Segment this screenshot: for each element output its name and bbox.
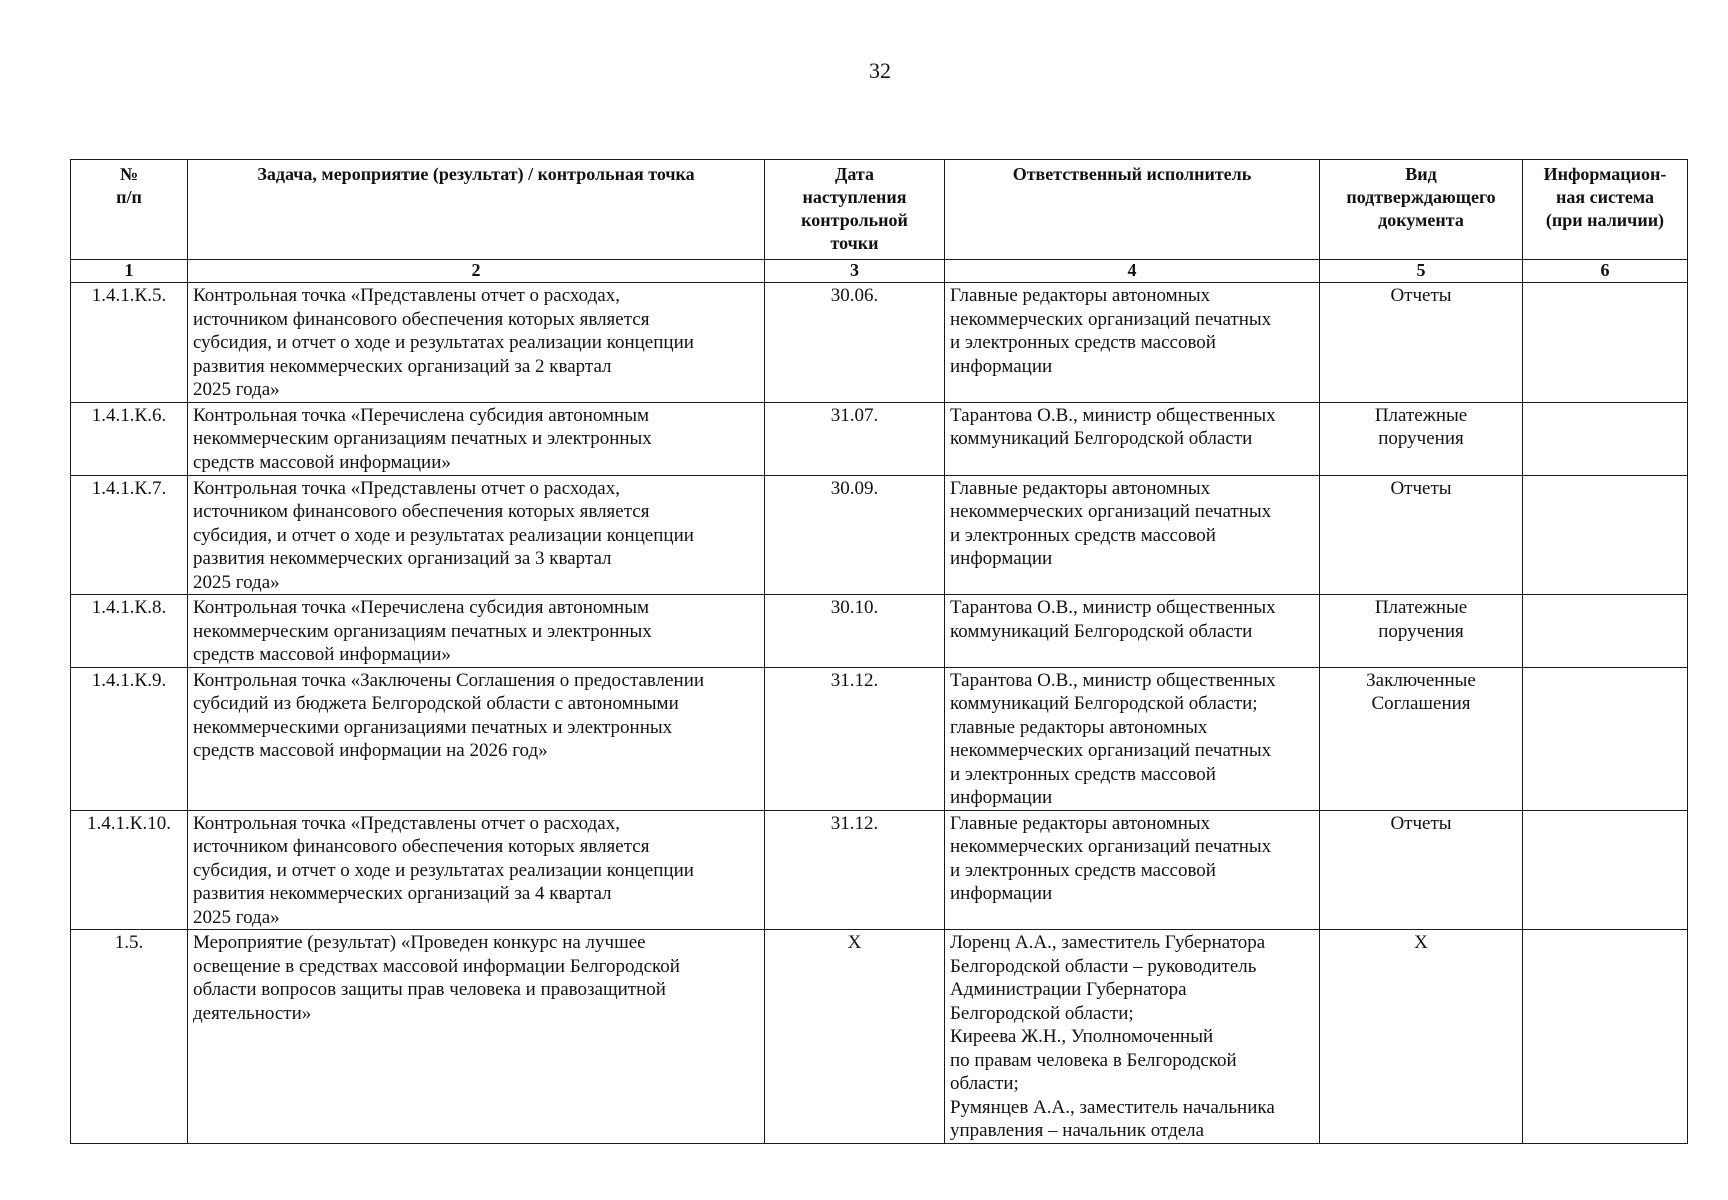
column-number: 6 bbox=[1523, 260, 1688, 283]
document-type-cell: Платежные поручения bbox=[1320, 402, 1523, 475]
task-cell: Контрольная точка «Заключены Соглашения о предоставлении субсидий из бюджета Белгородской области с автономными некоммерческими организациями печатных и электронных средств массовой информации на 2026 год» bbox=[188, 667, 765, 810]
document-type-cell: Платежные поручения bbox=[1320, 595, 1523, 668]
document-type-cell: Отчеты bbox=[1320, 283, 1523, 403]
info-system-cell bbox=[1523, 930, 1688, 1144]
column-number: 5 bbox=[1320, 260, 1523, 283]
column-number: 1 bbox=[71, 260, 188, 283]
document-type-cell: Заключенные Соглашения bbox=[1320, 667, 1523, 810]
row-number-cell: 1.4.1.К.10. bbox=[71, 810, 188, 930]
table-row bbox=[71, 283, 1688, 403]
table-row bbox=[71, 810, 1688, 930]
column-number: 2 bbox=[188, 260, 765, 283]
document-type-cell: Х bbox=[1320, 930, 1523, 1144]
row-number-cell: 1.4.1.К.6. bbox=[71, 402, 188, 475]
task-cell: Контрольная точка «Перечислена субсидия автономным некоммерческим организациям печатных и электронных средств массовой информации» bbox=[188, 595, 765, 668]
responsible-cell: Тарантова О.В., министр общественных коммуникаций Белгородской области bbox=[945, 402, 1320, 475]
responsible-cell: Тарантова О.В., министр общественных коммуникаций Белгородской области; главные редакторы автономных некоммерческих организаций печатных и электронных средств массовой информации bbox=[945, 667, 1320, 810]
header-number: № п/п bbox=[71, 160, 188, 260]
responsible-cell: Тарантова О.В., министр общественных коммуникаций Белгородской области bbox=[945, 595, 1320, 668]
column-number: 3 bbox=[765, 260, 945, 283]
date-cell: 31.12. bbox=[765, 810, 945, 930]
date-cell: Х bbox=[765, 930, 945, 1144]
row-number-cell: 1.4.1.К.8. bbox=[71, 595, 188, 668]
task-cell: Контрольная точка «Представлены отчет о расходах, источником финансового обеспечения которых является субсидия, и отчет о ходе и результатах реализации концепции развития некоммерческих организаций за 3 квартал 2025 года» bbox=[188, 475, 765, 595]
table-row bbox=[71, 475, 1688, 595]
column-numbers-row bbox=[71, 260, 1688, 283]
info-system-cell bbox=[1523, 667, 1688, 810]
document-type-cell: Отчеты bbox=[1320, 810, 1523, 930]
row-number-cell: 1.4.1.К.9. bbox=[71, 667, 188, 810]
table-row bbox=[71, 667, 1688, 810]
header-info-system: Информацион- ная система (при наличии) bbox=[1523, 160, 1688, 260]
responsible-cell: Главные редакторы автономных некоммерческих организаций печатных и электронных средств массовой информации bbox=[945, 475, 1320, 595]
table-header-row bbox=[71, 160, 1688, 260]
table-row bbox=[71, 930, 1688, 1144]
date-cell: 30.10. bbox=[765, 595, 945, 668]
header-date: Дата наступления контрольной точки bbox=[765, 160, 945, 260]
control-points-table bbox=[70, 159, 1688, 1144]
date-cell: 31.07. bbox=[765, 402, 945, 475]
table-row bbox=[71, 595, 1688, 668]
info-system-cell bbox=[1523, 283, 1688, 403]
info-system-cell bbox=[1523, 475, 1688, 595]
document-type-cell: Отчеты bbox=[1320, 475, 1523, 595]
task-cell: Контрольная точка «Представлены отчет о расходах, источником финансового обеспечения которых является субсидия, и отчет о ходе и результатах реализации концепции развития некоммерческих организаций за 2 квартал 2025 года» bbox=[188, 283, 765, 403]
date-cell: 30.09. bbox=[765, 475, 945, 595]
responsible-cell: Главные редакторы автономных некоммерческих организаций печатных и электронных средств массовой информации bbox=[945, 283, 1320, 403]
header-task: Задача, мероприятие (результат) / контрольная точка bbox=[188, 160, 765, 260]
task-cell: Контрольная точка «Перечислена субсидия автономным некоммерческим организациям печатных и электронных средств массовой информации» bbox=[188, 402, 765, 475]
row-number-cell: 1.5. bbox=[71, 930, 188, 1144]
header-document-type: Вид подтверждающего документа bbox=[1320, 160, 1523, 260]
page-number: 32 bbox=[869, 58, 891, 83]
info-system-cell bbox=[1523, 810, 1688, 930]
info-system-cell bbox=[1523, 402, 1688, 475]
column-number: 4 bbox=[945, 260, 1320, 283]
row-number-cell: 1.4.1.К.7. bbox=[71, 475, 188, 595]
date-cell: 31.12. bbox=[765, 667, 945, 810]
date-cell: 30.06. bbox=[765, 283, 945, 403]
task-cell: Мероприятие (результат) «Проведен конкурс на лучшее освещение в средствах массовой информации Белгородской области вопросов защиты прав человека и правозащитной деятельности» bbox=[188, 930, 765, 1144]
task-cell: Контрольная точка «Представлены отчет о расходах, источником финансового обеспечения которых является субсидия, и отчет о ходе и результатах реализации концепции развития некоммерческих организаций за 4 квартал 2025 года» bbox=[188, 810, 765, 930]
info-system-cell bbox=[1523, 595, 1688, 668]
responsible-cell: Лоренц А.А., заместитель Губернатора Белгородской области – руководитель Администрации Губернатора Белгородской области; Киреева Ж.Н., Уполномоченный по правам человека в Белгородской области; Румянцев А.А., заместитель начальника управления – начальник отдела bbox=[945, 930, 1320, 1144]
row-number-cell: 1.4.1.К.5. bbox=[71, 283, 188, 403]
table-row bbox=[71, 402, 1688, 475]
header-responsible: Ответственный исполнитель bbox=[945, 160, 1320, 260]
responsible-cell: Главные редакторы автономных некоммерческих организаций печатных и электронных средств массовой информации bbox=[945, 810, 1320, 930]
